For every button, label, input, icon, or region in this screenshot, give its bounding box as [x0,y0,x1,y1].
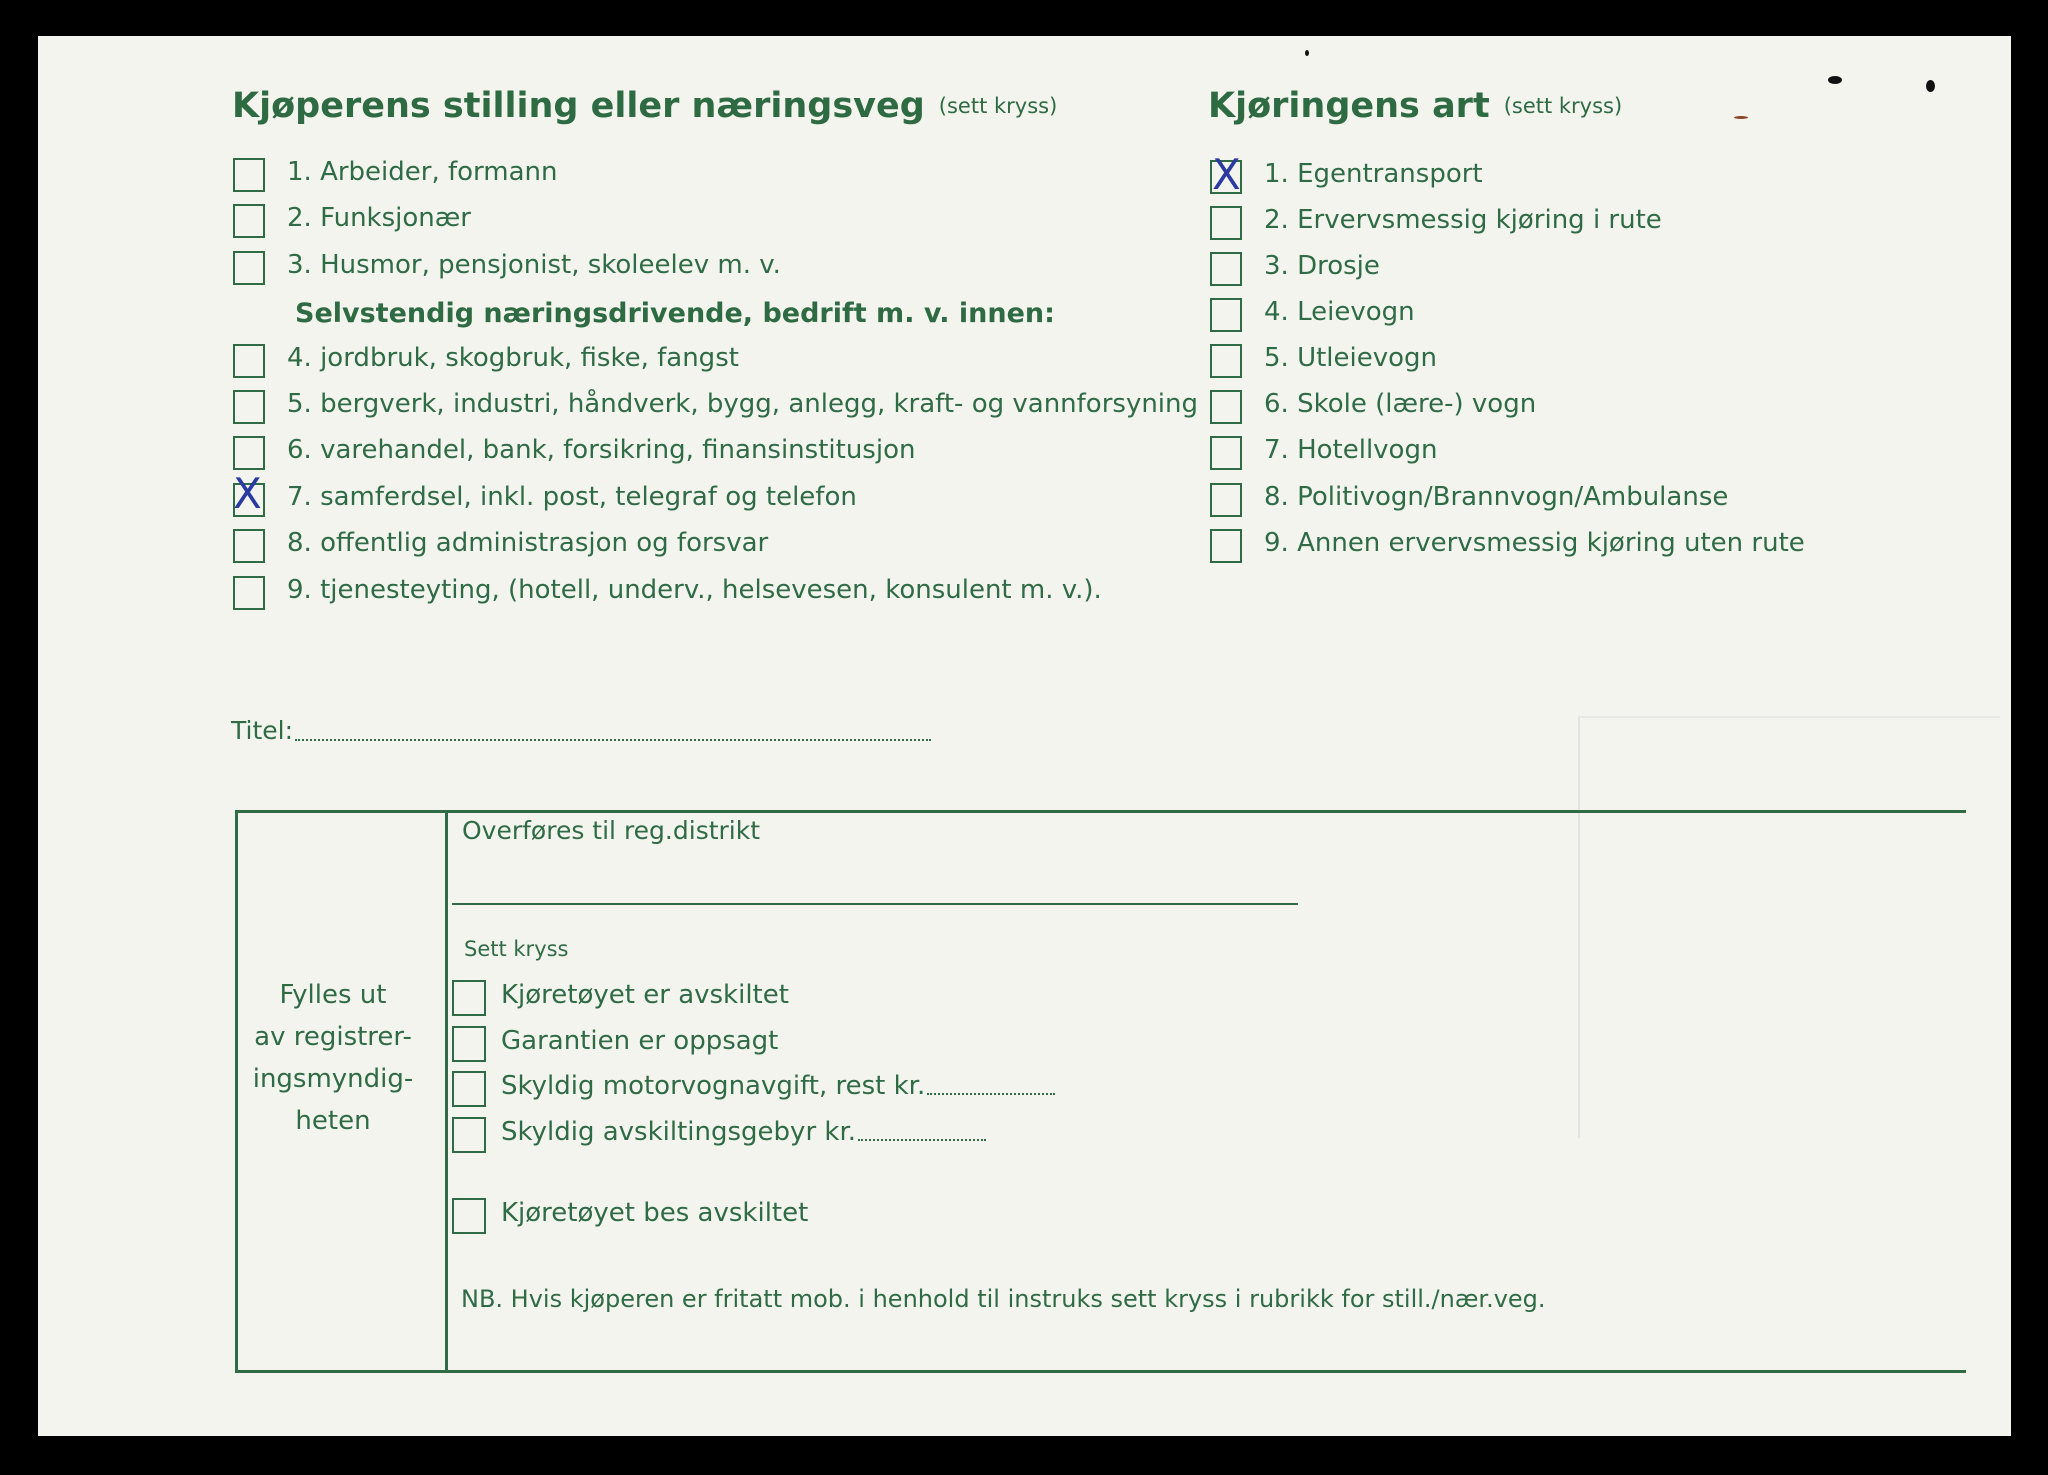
registry-box-bottom-border [235,1370,1966,1373]
checkbox[interactable] [1210,483,1242,517]
checkbox[interactable] [1210,150,1242,199]
checkbox[interactable] [452,1117,486,1153]
option-label: 3. Drosje [1264,251,1380,281]
checkbox[interactable] [1210,436,1242,470]
amount-dotted-line[interactable] [858,1139,986,1141]
checkbox[interactable] [233,344,265,378]
checkbox[interactable] [1210,390,1242,424]
titel-dotted-line [295,739,931,741]
amount-dotted-line[interactable] [927,1093,1055,1095]
checkbox[interactable] [233,251,265,285]
checkbox[interactable] [233,436,265,470]
handwritten-x-mark: X [1212,150,1241,199]
checkbox[interactable] [233,529,265,563]
checkbox[interactable] [233,390,265,424]
checkbox[interactable] [1210,529,1242,563]
option-label: 2. Ervervsmessig kjøring i rute [1264,205,1662,235]
checkbox[interactable] [233,204,265,238]
checkbox[interactable] [1210,298,1242,332]
driving-type-title: Kjøringens art [1208,86,1490,126]
nb-note: NB. Hvis kjøperen er fritatt mob. i henhold til instruks sett kryss i rubrikk for still./nær.veg. [461,1285,1546,1313]
checkbox[interactable] [452,1071,486,1107]
option-label: 8. offentlig administrasjon og forsvar [287,528,769,558]
checkbox[interactable] [233,469,265,518]
checkbox-label: Kjøretøyet bes avskiltet [501,1198,809,1228]
option-label: 1. Arbeider, formann [287,157,558,187]
checkbox-label: Kjøretøyet er avskiltet [501,980,789,1010]
option-label: 2. Funksjonær [287,203,471,233]
checkbox[interactable] [452,1026,486,1062]
checkbox[interactable] [233,158,265,192]
scan-speck [1734,116,1748,119]
option-label: 9. Annen ervervsmessig kjøring uten rute [1264,528,1805,558]
titel-label: Titel: [231,716,293,745]
scan-speck [1828,76,1842,84]
self-employed-subheading: Selvstendig næringsdrivende, bedrift m. v. innen: [295,298,1055,329]
option-label: 7. Hotellvogn [1264,435,1438,465]
buyer-occupation-title: Kjøperens stilling eller næringsveg [232,86,925,126]
option-label: 6. Skole (lære-) vogn [1264,389,1537,419]
handwritten-x-mark: X [233,469,262,518]
checkbox[interactable] [1210,206,1242,240]
option-label: 1. Egentransport [1264,159,1483,189]
checkbox-label-text: Skyldig avskiltingsgebyr kr. [501,1117,857,1147]
registry-box-divider [445,810,448,1373]
checkbox[interactable] [1210,252,1242,286]
buyer-occupation-heading [232,86,1057,126]
registry-side-note [228,974,438,1142]
driving-type-heading [1208,86,1622,126]
show-through-area [1578,716,2000,1138]
titel-field[interactable] [231,716,931,745]
option-label: 6. varehandel, bank, forsikring, finansinstitusjon [287,435,916,465]
scan-speck [1926,80,1935,92]
side-note-line: av registrer- [254,1022,412,1052]
checkbox[interactable] [233,576,265,610]
option-label: 5. bergverk, industri, håndverk, bygg, anlegg, kraft- og vannforsyning [287,389,1199,419]
side-note-line: ingsmyndig- [252,1064,414,1094]
transfer-district-input-line[interactable] [452,903,1298,905]
sett-kryss-label: Sett kryss [464,937,569,961]
option-label: 5. Utleievogn [1264,343,1438,373]
option-label: 9. tjenesteyting, (hotell, underv., helsevesen, konsulent m. v.). [287,575,1102,605]
checkbox[interactable] [452,1198,486,1234]
checkbox-label [501,1117,986,1147]
option-label: 8. Politivogn/Brannvogn/Ambulanse [1264,482,1729,512]
option-label: 3. Husmor, pensjonist, skoleelev m. v. [287,250,781,280]
driving-type-hint: (sett kryss) [1503,94,1623,118]
buyer-occupation-hint: (sett kryss) [938,94,1058,118]
option-label: 4. jordbruk, skogbruk, fiske, fangst [287,343,739,373]
form-page [38,36,2011,1436]
scan-speck [1305,50,1309,56]
checkbox[interactable] [1210,344,1242,378]
checkbox-label: Garantien er oppsagt [501,1026,779,1056]
checkbox[interactable] [452,980,486,1016]
side-note-line: Fylles ut [279,980,387,1010]
transfer-district-label: Overføres til reg.distrikt [462,816,761,845]
option-label: 4. Leievogn [1264,297,1415,327]
side-note-line: heten [295,1106,371,1136]
option-label: 7. samferdsel, inkl. post, telegraf og telefon [287,482,857,512]
checkbox-label-text: Skyldig motorvognavgift, rest kr. [501,1071,926,1101]
checkbox-label [501,1071,1055,1101]
registry-box-top-border [235,810,1966,813]
